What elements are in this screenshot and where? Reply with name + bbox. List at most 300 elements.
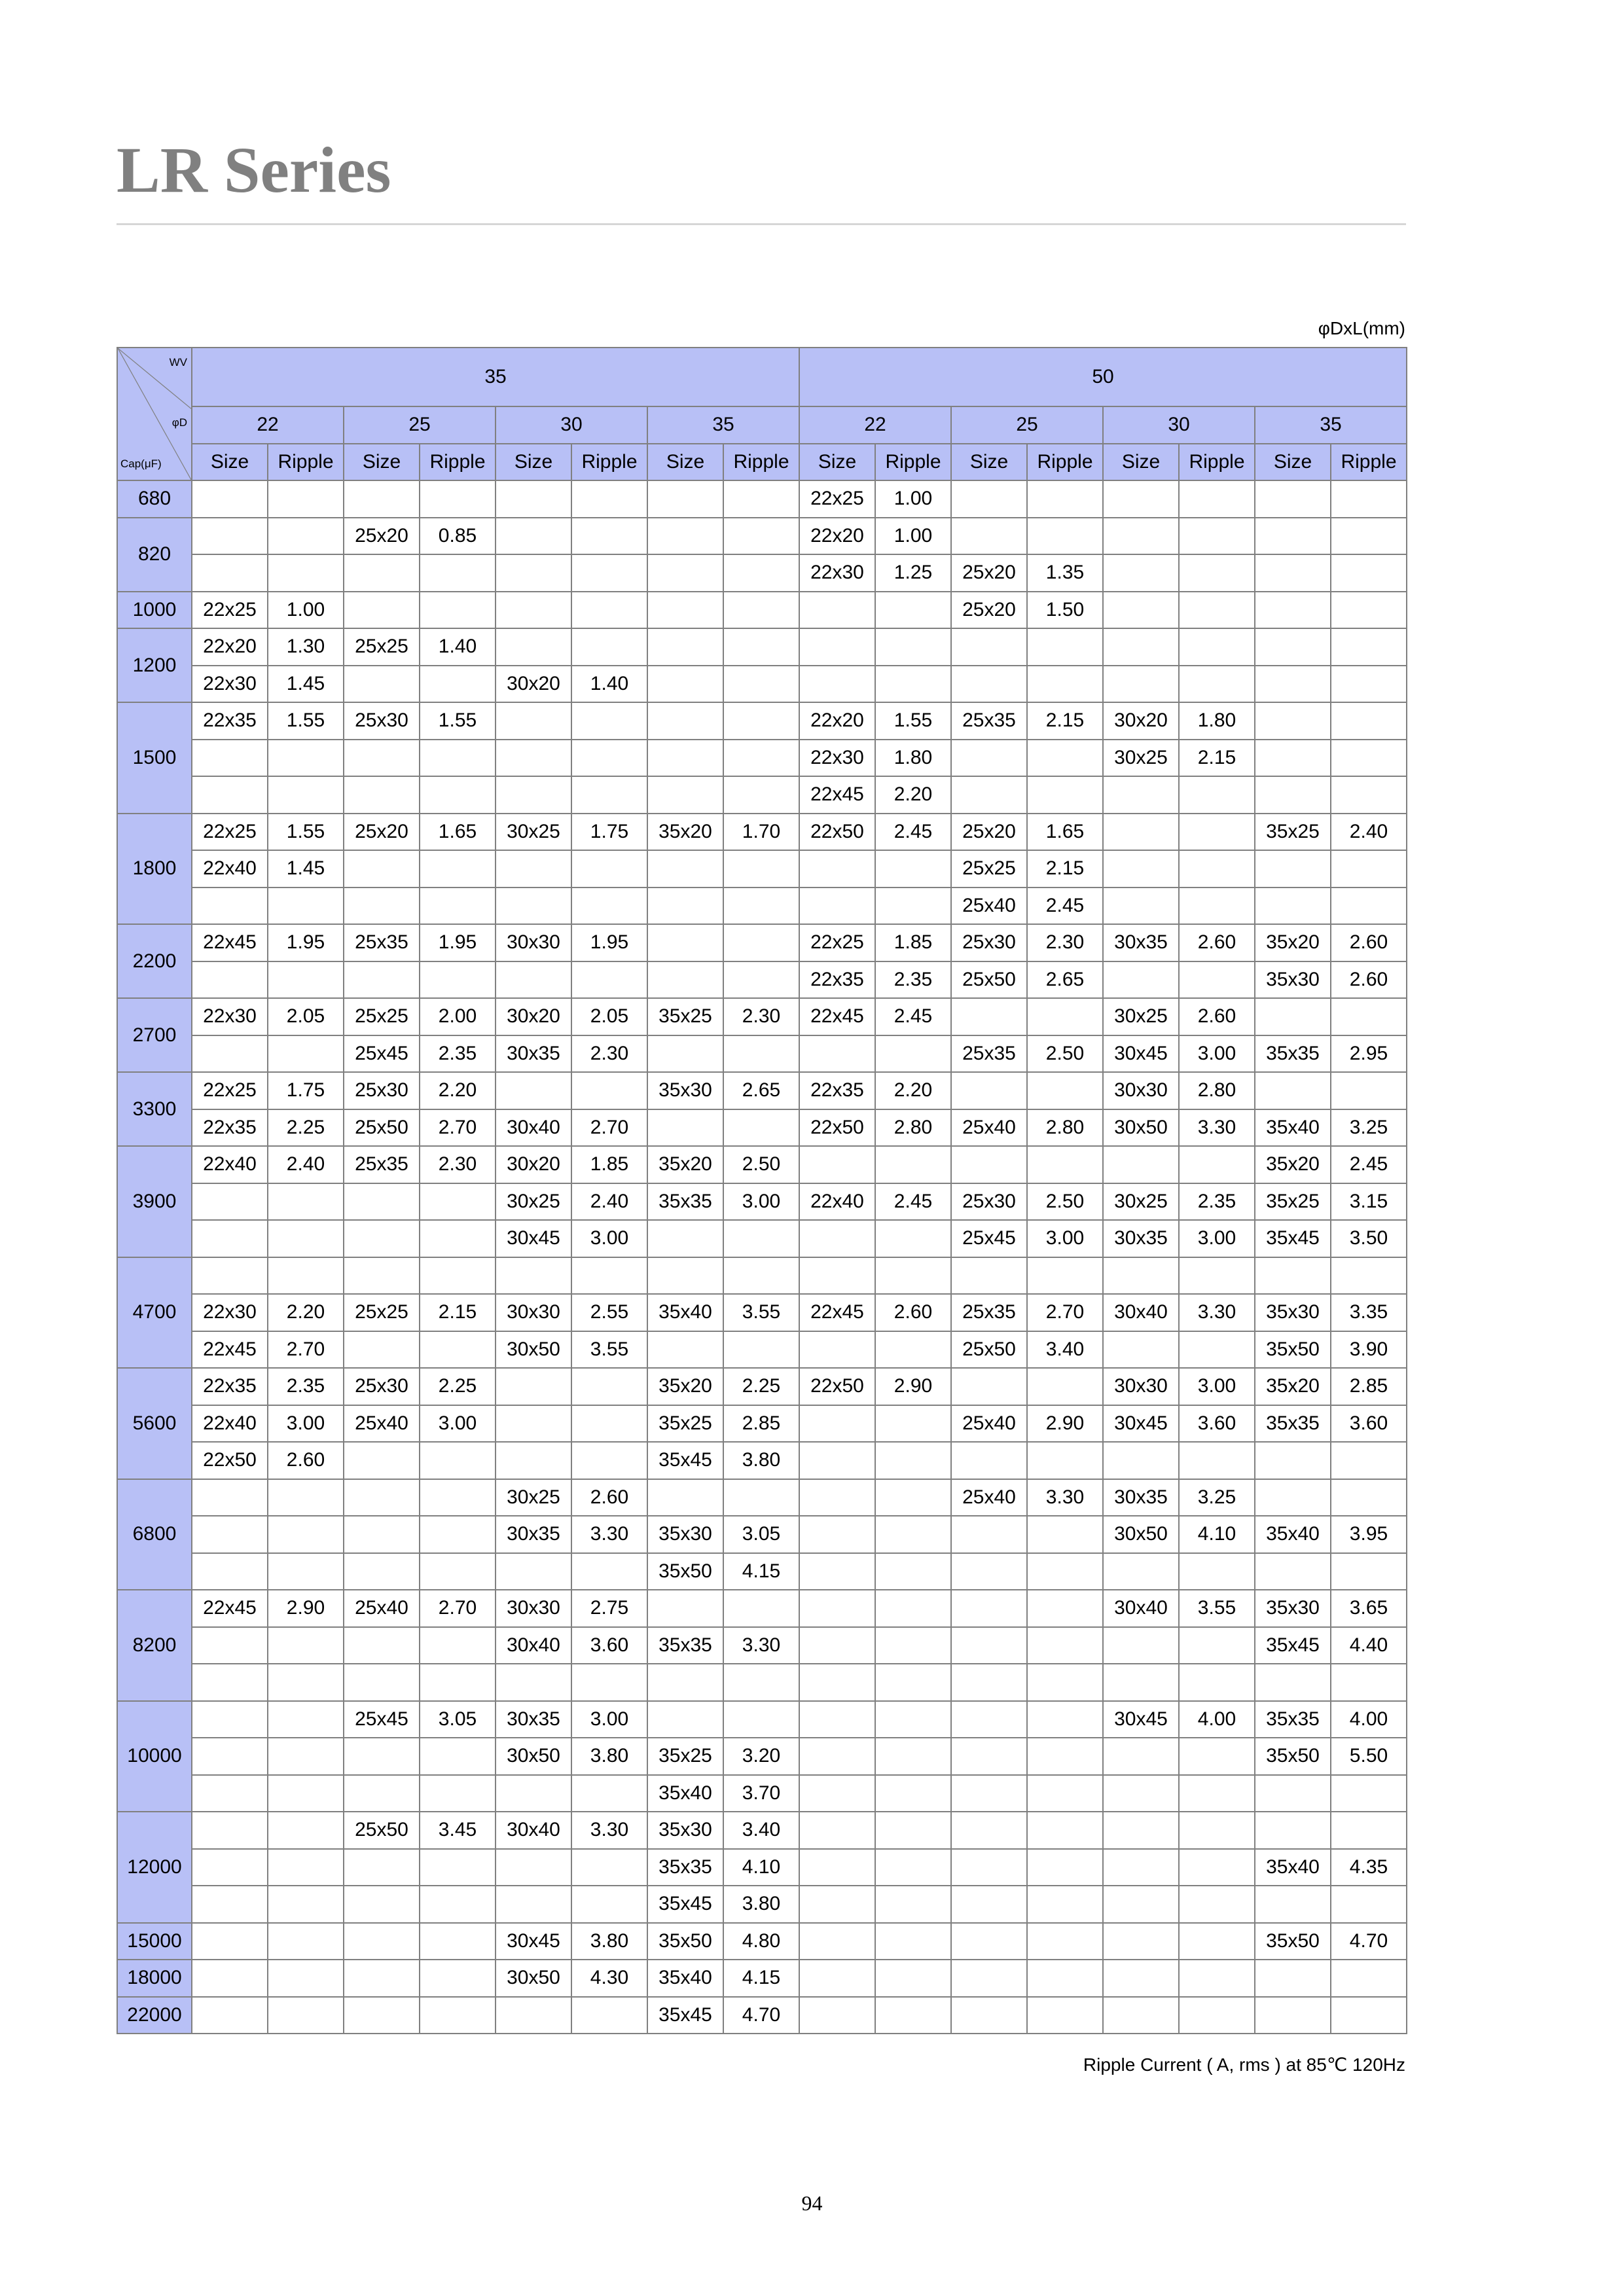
- ripple-column-header: Ripple: [1331, 444, 1407, 481]
- size-cell: 30x50: [496, 1738, 571, 1775]
- ripple-cell: [268, 480, 344, 518]
- size-cell: [192, 1664, 268, 1701]
- ripple-cell: [875, 1442, 951, 1479]
- size-cell: [496, 1849, 571, 1886]
- size-cell: [799, 1220, 875, 1257]
- diameter-header: 22: [192, 406, 344, 444]
- ripple-cell: 1.40: [571, 666, 647, 703]
- ripple-cell: [1331, 518, 1407, 555]
- size-cell: 22x25: [192, 1072, 268, 1109]
- size-cell: [344, 1553, 420, 1590]
- ripple-cell: [723, 740, 799, 777]
- size-cell: [951, 1812, 1027, 1849]
- size-column-header: Size: [496, 444, 571, 481]
- ripple-cell: [1027, 1442, 1103, 1479]
- ripple-cell: 1.35: [1027, 554, 1103, 592]
- size-cell: 35x20: [1255, 924, 1331, 961]
- ripple-cell: 3.30: [1179, 1109, 1255, 1147]
- ripple-cell: [1179, 480, 1255, 518]
- size-cell: 35x40: [647, 1294, 723, 1331]
- size-cell: [647, 1331, 723, 1369]
- size-cell: 30x25: [496, 1479, 571, 1516]
- table-row: [117, 1812, 1407, 1849]
- table-row: [117, 1368, 1407, 1405]
- size-cell: 30x40: [496, 1627, 571, 1664]
- size-cell: 22x35: [192, 702, 268, 740]
- size-cell: [951, 1701, 1027, 1738]
- size-cell: [1255, 480, 1331, 518]
- size-cell: [951, 1664, 1027, 1701]
- size-cell: 35x35: [647, 1627, 723, 1664]
- size-cell: [1103, 1812, 1179, 1849]
- size-cell: 30x40: [1103, 1590, 1179, 1627]
- ripple-cell: [1331, 666, 1407, 703]
- table-row: [117, 702, 1407, 740]
- size-cell: [1103, 666, 1179, 703]
- ripple-cell: [1179, 1146, 1255, 1183]
- size-cell: 25x40: [344, 1590, 420, 1627]
- size-cell: [496, 1072, 571, 1109]
- size-cell: 30x30: [1103, 1072, 1179, 1109]
- capacitance-cell: 5600: [117, 1368, 192, 1479]
- size-cell: [951, 1627, 1027, 1664]
- ripple-cell: [571, 480, 647, 518]
- size-cell: [192, 480, 268, 518]
- size-cell: 35x25: [1255, 814, 1331, 851]
- size-cell: [496, 480, 571, 518]
- ripple-cell: 3.05: [723, 1516, 799, 1553]
- ripple-cell: 1.80: [1179, 702, 1255, 740]
- ripple-column-header: Ripple: [1179, 444, 1255, 481]
- size-cell: [1255, 998, 1331, 1035]
- size-cell: [1103, 592, 1179, 629]
- size-cell: 22x50: [799, 814, 875, 851]
- ripple-cell: 2.30: [571, 1035, 647, 1073]
- ripple-cell: [420, 1775, 496, 1812]
- size-cell: 35x30: [647, 1072, 723, 1109]
- table-row: [117, 1072, 1407, 1109]
- size-cell: [1255, 1775, 1331, 1812]
- ripple-cell: 3.60: [1179, 1405, 1255, 1443]
- size-cell: [496, 850, 571, 888]
- ripple-cell: 3.35: [1331, 1294, 1407, 1331]
- ripple-cell: [1331, 1997, 1407, 2034]
- size-cell: [951, 1146, 1027, 1183]
- size-cell: [951, 1960, 1027, 1997]
- size-cell: [192, 1220, 268, 1257]
- size-cell: 22x30: [192, 998, 268, 1035]
- size-cell: [647, 1220, 723, 1257]
- ripple-column-header: Ripple: [420, 444, 496, 481]
- size-cell: 22x45: [192, 1331, 268, 1369]
- size-cell: [344, 1220, 420, 1257]
- size-cell: [344, 1997, 420, 2034]
- size-cell: 25x40: [344, 1405, 420, 1443]
- size-cell: [192, 1257, 268, 1295]
- size-cell: 35x50: [1255, 1738, 1331, 1775]
- capacitance-cell: 1000: [117, 592, 192, 629]
- ripple-cell: [1027, 480, 1103, 518]
- ripple-cell: [1331, 740, 1407, 777]
- size-cell: 22x45: [799, 776, 875, 814]
- ripple-cell: [571, 1368, 647, 1405]
- ripple-cell: [875, 888, 951, 925]
- size-cell: 25x25: [951, 850, 1027, 888]
- size-cell: [1103, 1886, 1179, 1923]
- size-cell: 35x45: [1255, 1627, 1331, 1664]
- ripple-cell: [875, 1035, 951, 1073]
- capacitance-cell: 12000: [117, 1812, 192, 1923]
- size-cell: [496, 961, 571, 999]
- ripple-cell: 3.80: [723, 1886, 799, 1923]
- size-cell: [344, 1442, 420, 1479]
- ripple-cell: [875, 1146, 951, 1183]
- size-cell: [344, 888, 420, 925]
- ripple-cell: [723, 592, 799, 629]
- ripple-cell: 2.60: [875, 1294, 951, 1331]
- size-cell: 35x40: [647, 1960, 723, 1997]
- ripple-cell: 4.80: [723, 1923, 799, 1960]
- size-cell: [799, 1775, 875, 1812]
- ripple-cell: 2.60: [571, 1479, 647, 1516]
- size-cell: 25x30: [344, 1072, 420, 1109]
- size-cell: 30x30: [496, 1590, 571, 1627]
- table-row: [117, 1849, 1407, 1886]
- size-cell: [1103, 1553, 1179, 1590]
- size-cell: 35x25: [647, 1405, 723, 1443]
- ripple-cell: [723, 628, 799, 666]
- size-cell: [647, 1257, 723, 1295]
- size-cell: [344, 1331, 420, 1369]
- size-cell: 35x20: [647, 814, 723, 851]
- size-cell: 22x45: [799, 998, 875, 1035]
- size-cell: [1255, 1664, 1331, 1701]
- size-cell: [192, 1997, 268, 2034]
- ripple-cell: [1331, 1812, 1407, 1849]
- ripple-cell: 1.50: [1027, 592, 1103, 629]
- diameter-header: 30: [496, 406, 647, 444]
- table-row: [117, 924, 1407, 961]
- size-cell: 22x35: [192, 1368, 268, 1405]
- size-cell: [951, 1553, 1027, 1590]
- ripple-cell: 2.35: [875, 961, 951, 999]
- size-cell: 30x40: [496, 1812, 571, 1849]
- ripple-cell: [1179, 1812, 1255, 1849]
- ripple-cell: 1.95: [420, 924, 496, 961]
- size-cell: 30x20: [496, 998, 571, 1035]
- ripple-cell: [571, 592, 647, 629]
- ripple-cell: [1179, 1960, 1255, 1997]
- size-cell: [192, 518, 268, 555]
- ripple-cell: [268, 1738, 344, 1775]
- ripple-cell: [420, 1738, 496, 1775]
- ripple-cell: [571, 850, 647, 888]
- capacitor-spec-table: [117, 347, 1407, 2034]
- size-cell: 30x30: [496, 1294, 571, 1331]
- ripple-cell: [723, 1479, 799, 1516]
- size-cell: [1103, 850, 1179, 888]
- size-cell: [496, 776, 571, 814]
- size-cell: [1255, 1997, 1331, 2034]
- diameter-header: 35: [647, 406, 799, 444]
- size-cell: [192, 1627, 268, 1664]
- ripple-cell: [1027, 1701, 1103, 1738]
- size-cell: [799, 628, 875, 666]
- size-cell: 25x50: [344, 1109, 420, 1147]
- ripple-cell: 4.15: [723, 1960, 799, 1997]
- size-cell: [799, 1664, 875, 1701]
- size-cell: [496, 888, 571, 925]
- ripple-cell: 1.00: [268, 592, 344, 629]
- ripple-cell: 3.20: [723, 1738, 799, 1775]
- size-cell: [192, 1553, 268, 1590]
- ripple-cell: [1179, 628, 1255, 666]
- size-cell: [799, 1701, 875, 1738]
- size-cell: 35x45: [1255, 1220, 1331, 1257]
- ripple-cell: 2.40: [268, 1146, 344, 1183]
- ripple-cell: [875, 1220, 951, 1257]
- size-cell: 35x30: [1255, 1294, 1331, 1331]
- ripple-cell: 4.40: [1331, 1627, 1407, 1664]
- ripple-cell: [1027, 1146, 1103, 1183]
- ripple-cell: [268, 1960, 344, 1997]
- size-cell: 22x40: [192, 850, 268, 888]
- ripple-cell: [1027, 1738, 1103, 1775]
- size-cell: 30x25: [496, 814, 571, 851]
- table-row: [117, 1664, 1407, 1701]
- ripple-cell: 3.95: [1331, 1516, 1407, 1553]
- ripple-cell: [1331, 1257, 1407, 1295]
- size-cell: [344, 1960, 420, 1997]
- ripple-cell: [1027, 1590, 1103, 1627]
- ripple-cell: [1027, 1849, 1103, 1886]
- size-cell: [344, 480, 420, 518]
- size-cell: 35x45: [647, 1997, 723, 2034]
- ripple-cell: [420, 1664, 496, 1701]
- size-cell: [1255, 628, 1331, 666]
- ripple-cell: [268, 888, 344, 925]
- ripple-cell: 1.70: [723, 814, 799, 851]
- ripple-cell: 3.30: [571, 1516, 647, 1553]
- size-cell: 22x30: [192, 666, 268, 703]
- size-cell: [1255, 1886, 1331, 1923]
- table-row: [117, 1183, 1407, 1221]
- size-cell: 30x20: [496, 1146, 571, 1183]
- size-cell: 25x30: [951, 924, 1027, 961]
- ripple-cell: [1027, 628, 1103, 666]
- size-cell: [799, 1553, 875, 1590]
- capacitance-cell: 8200: [117, 1590, 192, 1701]
- ripple-cell: 3.80: [571, 1738, 647, 1775]
- size-cell: [799, 888, 875, 925]
- ripple-cell: [268, 1035, 344, 1073]
- size-cell: [647, 1479, 723, 1516]
- size-cell: [951, 740, 1027, 777]
- ripple-cell: 2.45: [1331, 1146, 1407, 1183]
- size-cell: [647, 740, 723, 777]
- size-cell: [496, 592, 571, 629]
- size-cell: [951, 1738, 1027, 1775]
- table-row: [117, 592, 1407, 629]
- ripple-cell: [875, 1331, 951, 1369]
- size-cell: [496, 1886, 571, 1923]
- table-row: [117, 1331, 1407, 1369]
- table-row: [117, 1146, 1407, 1183]
- ripple-cell: [1331, 998, 1407, 1035]
- ripple-cell: [723, 1035, 799, 1073]
- ripple-cell: [723, 888, 799, 925]
- ripple-cell: 2.90: [1027, 1405, 1103, 1443]
- ripple-cell: 3.70: [723, 1775, 799, 1812]
- size-cell: [647, 628, 723, 666]
- table-row: [117, 1886, 1407, 1923]
- ripple-cell: [1027, 1627, 1103, 1664]
- table-row: [117, 1442, 1407, 1479]
- size-cell: [344, 1479, 420, 1516]
- capacitance-cell: 820: [117, 518, 192, 592]
- ripple-cell: [1179, 1849, 1255, 1886]
- table-row: [117, 1775, 1407, 1812]
- ripple-cell: [1027, 1664, 1103, 1701]
- size-cell: 30x35: [1103, 1220, 1179, 1257]
- capacitance-label: Cap(μF): [120, 457, 162, 470]
- size-cell: 35x25: [1255, 1183, 1331, 1221]
- size-cell: [192, 740, 268, 777]
- ripple-cell: [268, 1775, 344, 1812]
- size-cell: 35x50: [1255, 1331, 1331, 1369]
- size-cell: [496, 1257, 571, 1295]
- ripple-cell: 2.20: [268, 1294, 344, 1331]
- size-cell: 35x40: [1255, 1849, 1331, 1886]
- ripple-cell: [571, 1442, 647, 1479]
- ripple-cell: 2.15: [1179, 740, 1255, 777]
- size-cell: [647, 702, 723, 740]
- size-cell: 22x40: [192, 1146, 268, 1183]
- ripple-cell: [1179, 1442, 1255, 1479]
- size-cell: 25x20: [951, 554, 1027, 592]
- table-row: [117, 1109, 1407, 1147]
- ripple-cell: [1027, 1072, 1103, 1109]
- ripple-cell: [1331, 1072, 1407, 1109]
- size-cell: [192, 1738, 268, 1775]
- ripple-cell: [420, 1479, 496, 1516]
- size-cell: [1255, 1442, 1331, 1479]
- size-cell: [951, 1257, 1027, 1295]
- size-cell: [1255, 740, 1331, 777]
- ripple-cell: 1.45: [268, 850, 344, 888]
- size-cell: [1255, 1257, 1331, 1295]
- size-cell: [344, 1664, 420, 1701]
- size-cell: [647, 480, 723, 518]
- ripple-cell: [1331, 480, 1407, 518]
- size-cell: [951, 1368, 1027, 1405]
- table-row: [117, 628, 1407, 666]
- size-cell: 35x50: [1255, 1923, 1331, 1960]
- size-cell: 22x20: [192, 628, 268, 666]
- size-cell: 35x35: [1255, 1405, 1331, 1443]
- ripple-cell: 3.30: [1027, 1479, 1103, 1516]
- size-cell: [344, 776, 420, 814]
- ripple-cell: [875, 666, 951, 703]
- size-cell: [1103, 1627, 1179, 1664]
- size-cell: [951, 628, 1027, 666]
- ripple-cell: 1.65: [420, 814, 496, 851]
- size-cell: 25x40: [951, 1479, 1027, 1516]
- ripple-cell: [420, 1442, 496, 1479]
- ripple-cell: 2.80: [1027, 1109, 1103, 1147]
- ripple-cell: 2.55: [571, 1294, 647, 1331]
- size-cell: 22x40: [192, 1405, 268, 1443]
- ripple-cell: [268, 1627, 344, 1664]
- size-column-header: Size: [951, 444, 1027, 481]
- ripple-cell: [571, 1405, 647, 1443]
- ripple-cell: [1027, 1516, 1103, 1553]
- size-cell: [1255, 592, 1331, 629]
- size-cell: [647, 518, 723, 555]
- size-cell: [951, 1849, 1027, 1886]
- ripple-cell: 2.70: [420, 1109, 496, 1147]
- ripple-cell: 2.70: [571, 1109, 647, 1147]
- ripple-cell: 2.60: [1179, 998, 1255, 1035]
- size-cell: 25x20: [344, 814, 420, 851]
- size-cell: 22x40: [799, 1183, 875, 1221]
- ripple-cell: 3.60: [1331, 1405, 1407, 1443]
- size-cell: 22x35: [192, 1109, 268, 1147]
- ripple-cell: 2.95: [1331, 1035, 1407, 1073]
- capacitance-cell: 4700: [117, 1257, 192, 1369]
- size-cell: [344, 592, 420, 629]
- size-cell: 35x35: [1255, 1035, 1331, 1073]
- size-cell: [344, 666, 420, 703]
- ripple-cell: 1.55: [420, 702, 496, 740]
- ripple-cell: [268, 1664, 344, 1701]
- ripple-cell: [723, 480, 799, 518]
- ripple-cell: [420, 1849, 496, 1886]
- size-cell: 30x35: [496, 1516, 571, 1553]
- ripple-cell: 3.30: [1179, 1294, 1255, 1331]
- ripple-cell: [875, 1590, 951, 1627]
- table-row: [117, 1516, 1407, 1553]
- size-cell: 25x25: [344, 1294, 420, 1331]
- ripple-cell: 2.05: [571, 998, 647, 1035]
- ripple-cell: 2.15: [1027, 702, 1103, 740]
- size-cell: 22x20: [799, 518, 875, 555]
- page-title: LR Series: [117, 134, 391, 206]
- ripple-cell: [268, 1997, 344, 2034]
- size-cell: [799, 1997, 875, 2034]
- size-cell: [496, 1553, 571, 1590]
- size-cell: [951, 1923, 1027, 1960]
- size-cell: 30x50: [1103, 1109, 1179, 1147]
- ripple-cell: [875, 1627, 951, 1664]
- ripple-cell: [268, 518, 344, 555]
- ripple-cell: [571, 961, 647, 999]
- ripple-cell: [268, 1812, 344, 1849]
- size-cell: 30x25: [496, 1183, 571, 1221]
- ripple-cell: [723, 1331, 799, 1369]
- diameter-header: 22: [799, 406, 951, 444]
- size-cell: [344, 1775, 420, 1812]
- ripple-cell: 1.65: [1027, 814, 1103, 851]
- ripple-cell: 4.15: [723, 1553, 799, 1590]
- size-cell: [799, 1479, 875, 1516]
- size-cell: [1103, 776, 1179, 814]
- size-cell: 22x25: [799, 480, 875, 518]
- size-cell: [192, 1516, 268, 1553]
- ripple-cell: 2.25: [420, 1368, 496, 1405]
- size-cell: [344, 1849, 420, 1886]
- size-cell: 35x35: [647, 1183, 723, 1221]
